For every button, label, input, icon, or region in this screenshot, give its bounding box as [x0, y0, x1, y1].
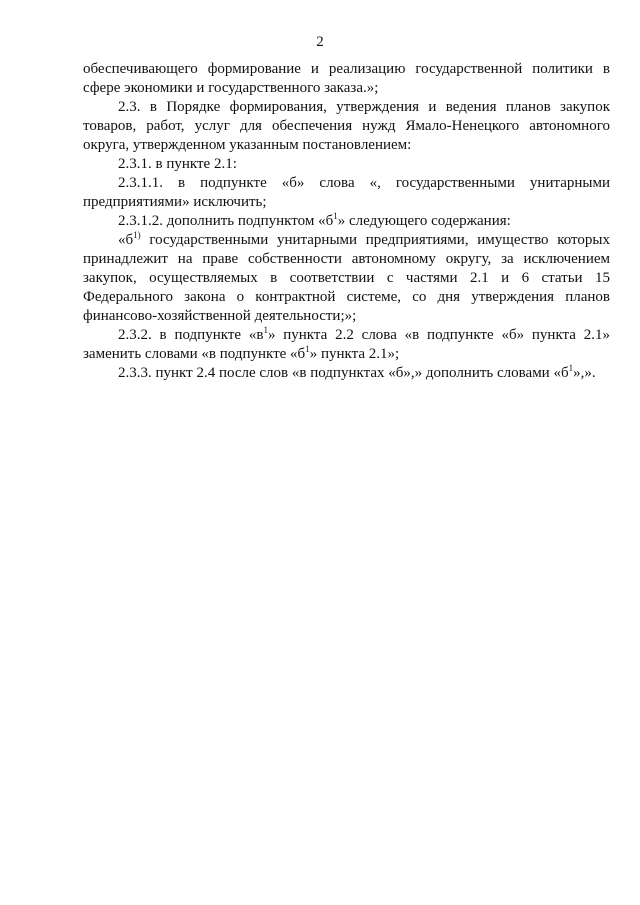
document-body — [83, 60, 610, 383]
paragraph-continuation: обеспечивающего формирование и реализацию государственной политики в сфере экономики и государственного заказа.»; — [83, 61, 610, 96]
paragraph-2-3-1-1: 2.3.1.1. в подпункте «б» слова «, государственными унитарными предприятиями» исключить; — [83, 175, 610, 210]
paragraph-2-3-1-2: 2.3.1.2. дополнить подпунктом «$б^1$» следующего содержания: — [118, 211, 511, 229]
superscript: 1) — [133, 230, 141, 240]
page-number: 2 — [316, 34, 324, 50]
paragraph-quoted-b1: «$б^{1)}$ государственными унитарными предприятиями, имущество которых принадлежит на праве собственности автономному округу, за исключением закупок, осуществляемых в соответствии с частями 2.1 и 6 статьи 15 Федерального закона о контрактной системе, со дня утверждения планов финансово-хозяйственной деятельности;»; — [83, 230, 610, 324]
superscript: 1 — [263, 325, 268, 335]
paragraph-2-3-1: 2.3.1. в пункте 2.1: — [118, 156, 237, 172]
paragraph-2-3: 2.3. в Порядке формирования, утверждения и ведения планов закупок товаров, работ, услуг для обеспечения нужд Ямало-Ненецкого автономного округа, утвержденном указанным постановлением: — [83, 99, 610, 153]
superscript: 1 — [305, 344, 310, 354]
superscript: 1 — [333, 211, 338, 221]
paragraph-2-3-2: 2.3.2. в подпункте «$в^1$» пункта 2.2 слова «в подпункте «б» пункта 2.1» заменить словами «в подпункте «$б^1$» пункта 2.1»; — [83, 325, 610, 362]
superscript: 1 — [568, 363, 574, 373]
paragraph-2-3-3: 2.3.3. пункт 2.4 после слов «в подпунктах «б»,» дополнить словами «$б^1$»,». — [118, 363, 596, 381]
